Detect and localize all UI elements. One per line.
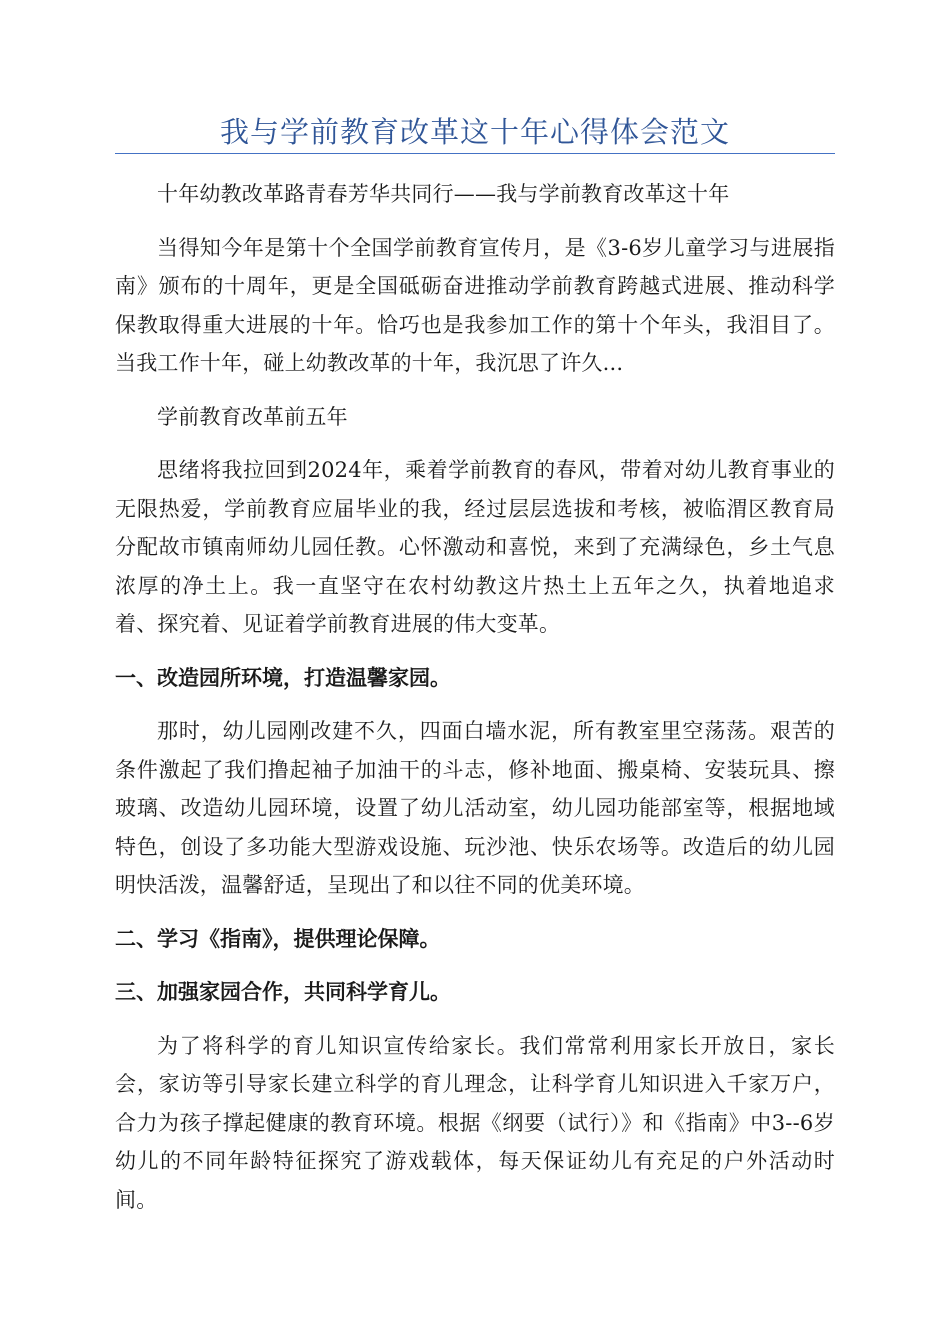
body-paragraph: 那时，幼儿园刚改建不久，四面白墙水泥，所有教室里空荡荡。艰苦的条件激起了我们撸起袖子加油干的斗志，修补地面、搬桌椅、安装玩具、擦玻璃、改造幼儿园环境，设置了幼儿活动室，幼儿园功能部室等，根据地域特色，创设了多功能大型游戏设施、玩沙池、快乐农场等。改造后的幼儿园明快活泼，温馨舒适，呈现出了和以往不同的优美环境。 [115,719,835,897]
body-paragraph: 为了将科学的育儿知识宣传给家长。我们常常利用家长开放日，家长会，家访等引导家长建立科学的育儿理念，让科学育儿知识进入千家万户，合力为孩子撑起健康的教育环境。根据《纲要（试行）》和《指南》中3--6岁幼儿的不同年龄特征探究了游戏载体，每天保证幼儿有充足的户外活动时间。 [115,1033,835,1212]
body-paragraph: 当得知今年是第十个全国学前教育宣传月，是《3-6岁儿童学习与进展指南》颁布的十周年，更是全国砥砺奋进推动学前教育跨越式进展、推动科学保教取得重大进展的十年。恰巧也是我参加工作的第十个年头，我泪目了。当我工作十年，碰上幼教改革的十年，我沉思了许久... [115,235,835,375]
document-body [115,175,835,1219]
section-heading: 二、学习《指南》，提供理论保障。 [115,926,441,951]
title-underline [115,153,835,154]
document-title: 我与学前教育改革这十年心得体会范文 [219,115,730,149]
section-heading: 三、加强家园合作，共同科学育儿。 [115,980,451,1004]
body-paragraph: 思绪将我拉回到2024年，乘着学前教育的春风，带着对幼儿教育事业的无限热爱，学前教育应届毕业的我，经过层层选拔和考核，被临渭区教育局分配故市镇南师幼儿园任教。心怀激动和喜悦，来到了充满绿色，乡土气息浓厚的净土上。我一直坚守在农村幼教这片热土上五年之久，执着地追求着、探究着、见证着学前教育进展的伟大变革。 [115,458,835,636]
subtitle-paragraph: 十年幼教改革路青春芳华共同行——我与学前教育改革这十年 [157,182,730,206]
section-heading: 一、改造园所环境，打造温馨家园。 [115,665,451,690]
section-label: 学前教育改革前五年 [157,404,348,429]
